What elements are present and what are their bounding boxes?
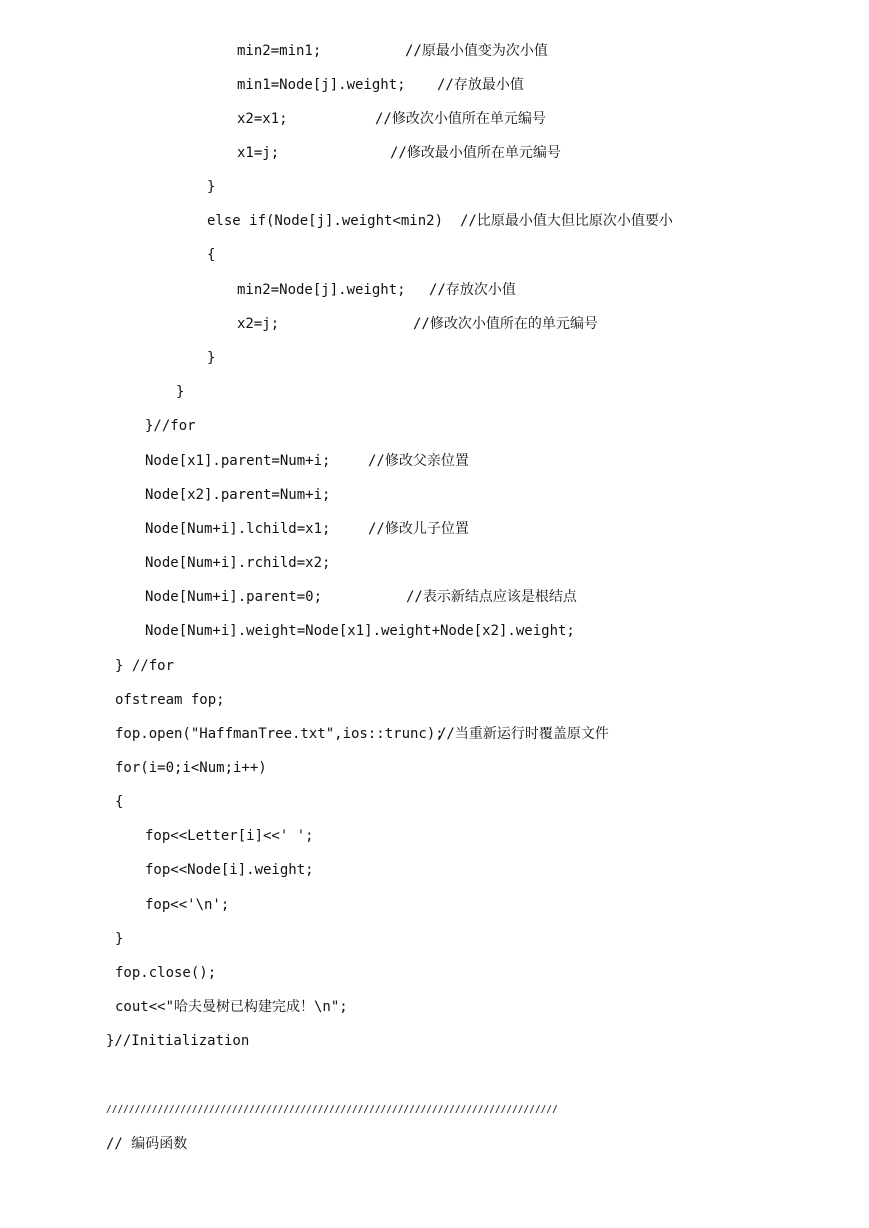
code-text: cout<<"哈夫曼树已构建完成！\n"; [115,999,348,1015]
code-line [145,588,577,606]
code-line [176,383,184,401]
code-text: fop<<Node[i].weight; [145,862,314,878]
code-comment: //存放次小值 [429,282,516,298]
code-text: min2=min1; [237,43,322,59]
code-text: x1=j; [237,145,280,161]
code-text: } [115,931,124,947]
code-line [115,793,123,811]
code-line [145,622,575,640]
code-comment: //修改父亲位置 [368,453,469,469]
code-text: for(i=0;i<Num;i++) [115,760,267,776]
code-text: else if(Node[j].weight<min2) [207,213,444,229]
code-line [237,42,548,60]
code-text: fop<<'\n'; [145,897,230,913]
code-line [115,725,609,743]
code-line [115,657,174,675]
code-text: Node[Num+i].rchild=x2; [145,555,331,571]
code-text: x2=x1; [237,111,288,127]
code-line [207,178,215,196]
code-text: // 编码函数 [106,1136,188,1152]
code-text: Node[x2].parent=Num+i; [145,487,331,503]
code-text: Node[Num+i].lchild=x1; [145,521,331,537]
code-comment: //比原最小值大但比原次小值要小 [460,213,673,229]
code-line [145,452,469,470]
code-line [145,520,469,538]
code-line [237,281,516,299]
code-line [207,212,673,230]
code-line [145,486,330,504]
code-line [115,759,267,777]
code-text: fop.close(); [115,965,217,981]
code-line [207,246,215,264]
code-text: Node[x1].parent=Num+i; [145,453,331,469]
code-text: ofstream fop; [115,692,225,708]
code-comment: //原最小值变为次小值 [405,43,548,59]
code-comment: //当重新运行时覆盖原文件 [438,726,609,742]
code-line [145,896,229,914]
code-text: }//for [145,418,196,434]
code-line [106,1135,187,1153]
code-line [237,76,524,94]
code-text: { [115,794,124,810]
code-line [115,930,123,948]
code-text: } [207,350,216,366]
code-text: fop.open("HaffmanTree.txt",ios::trunc); [115,726,444,742]
code-text: Node[Num+i].parent=0; [145,589,323,605]
code-text: fop<<Letter[i]<<' '; [145,828,314,844]
code-line [145,554,330,572]
code-line [115,691,225,709]
code-text: } //for [115,658,175,674]
code-line [145,861,314,879]
code-comment: //修改最小值所在单元编号 [390,145,561,161]
code-line [106,1032,249,1050]
code-text: }//Initialization [106,1033,250,1049]
code-comment: //修改次小值所在的单元编号 [413,316,598,332]
code-line [106,1101,558,1119]
code-text: } [176,384,185,400]
code-comment: //修改次小值所在单元编号 [375,111,546,127]
code-text: { [207,247,216,263]
code-text: min1=Node[j].weight; [237,77,406,93]
code-comment: //修改儿子位置 [368,521,469,537]
code-line [115,998,348,1016]
code-separator: /////////////////////////////////////////////////////////////////////////////// [106,1104,558,1115]
code-text: min2=Node[j].weight; [237,282,406,298]
code-text: x2=j; [237,316,280,332]
code-line [115,964,216,982]
code-text: Node[Num+i].weight=Node[x1].weight+Node[x2].weight; [145,623,575,639]
code-comment: //存放最小值 [437,77,524,93]
code-comment: //表示新结点应该是根结点 [406,589,577,605]
code-line [145,827,314,845]
code-line [207,349,215,367]
code-line [237,110,546,128]
code-line [237,144,561,162]
code-line [237,315,598,333]
code-line [145,417,196,435]
code-text: } [207,179,216,195]
